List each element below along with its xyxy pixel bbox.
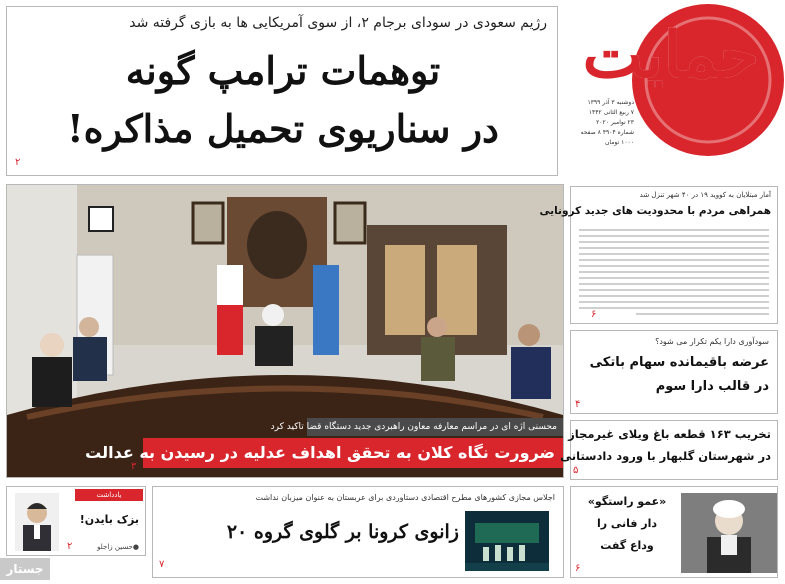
corona-kicker: آمار مبتلایان به کووید ۱۹ در ۴۰ شهر تنزل شد — [639, 191, 771, 199]
lead-story[interactable] — [6, 6, 558, 176]
photo-caption — [270, 418, 563, 436]
corona-headline: همراهی مردم با محدودیت های جدید کرونایی — [539, 205, 771, 217]
photo-caption-text: محسنی اژه ای در مراسم معارفه معاون راهبردی جدید دستگاه قضا تاکید کرد — [270, 422, 557, 432]
stocks-kicker: سودآوری دارا یکم تکرار می شود؟ — [655, 337, 769, 346]
masthead-date-block — [564, 98, 634, 148]
stocks-headline-line2: در قالب دارا سوم — [655, 379, 769, 394]
page-number: ۶ — [575, 563, 581, 574]
stocks-story[interactable] — [570, 330, 778, 414]
page-number: ۷ — [159, 559, 165, 570]
stocks-headline-line1: عرضه باقیمانده سهام باتکی — [589, 355, 769, 370]
villas-headline-line1: تخریب ۱۶۳ قطعه باغ ویلای غیرمجاز — [568, 427, 771, 441]
date-line: ۱۰۰۰ تومان — [604, 139, 634, 146]
g20-headline: زانوی کرونا بر گلوی گروه ۲۰ — [226, 521, 459, 543]
page-number: ۳ — [131, 461, 137, 472]
lead-headline-line1: توهمات ترامپ گونه — [125, 48, 441, 93]
note-author: ●حسین زاجلو — [97, 543, 139, 551]
masthead-logo — [560, 2, 782, 182]
logo-text: حمایت — [582, 18, 760, 93]
page-number: ۴ — [575, 399, 581, 410]
page-number: ۲ — [15, 157, 21, 168]
corner-badge-text: جستار — [6, 562, 44, 576]
photo-headline: ضرورت نگاه کلان به تحقق اهداف عدلیه در رسیدن به عدالت — [85, 443, 555, 462]
corner-badge — [0, 558, 50, 580]
villas-story[interactable] — [560, 420, 778, 480]
author-photo — [15, 493, 59, 551]
photo-headline-banner — [85, 438, 563, 468]
page-number: ۲ — [67, 541, 73, 552]
corona-story[interactable] — [539, 186, 778, 324]
note-tag-text: یادداشت — [96, 491, 122, 499]
page-number: ۶ — [591, 309, 597, 320]
corona-body-text — [579, 225, 769, 319]
lead-kicker: رژیم سعودی در سودای برجام ۲، از سوی آمریکایی ها به بازی گرفته شد — [129, 15, 547, 31]
istanbul-headline-line2: دار فانی را — [596, 517, 658, 530]
note-headline: بزک بایدن! — [79, 513, 139, 526]
cleric-photo — [681, 493, 777, 573]
istanbul-headline-line1: «عمو راستگو» — [587, 495, 667, 508]
g20-story[interactable] — [152, 486, 564, 578]
istanbul-story[interactable] — [570, 486, 778, 578]
page-number: ۵ — [573, 465, 579, 476]
g20-kicker: اجلاس مجازی کشورهای مطرح اقتصادی دستاوردی برای عربستان به عنوان میزبان نداشت — [255, 493, 555, 502]
date-line: شماره ۴۹۰۴ ۸ صفحه — [580, 129, 634, 136]
masthead — [560, 2, 782, 182]
villas-headline-line2: در شهرستان گلبهار با ورود دادستانی — [560, 449, 771, 463]
istanbul-headline-line3: وداع گفت — [600, 539, 654, 552]
g20-photo — [465, 511, 549, 571]
note-tag — [75, 489, 143, 501]
date-line: ۲۳ نوامبر ۲۰۲۰ — [596, 119, 634, 126]
lead-headline-line2: در سناریوی تحمیل مذاکره! — [67, 106, 499, 151]
date-line: ۷ ربیع الثانی ۱۴۴۲ — [588, 109, 634, 116]
photo-story[interactable] — [6, 184, 564, 478]
note-story[interactable] — [6, 486, 146, 556]
date-line: دوشنبه ۳ آذر ۱۳۹۹ — [587, 99, 634, 106]
